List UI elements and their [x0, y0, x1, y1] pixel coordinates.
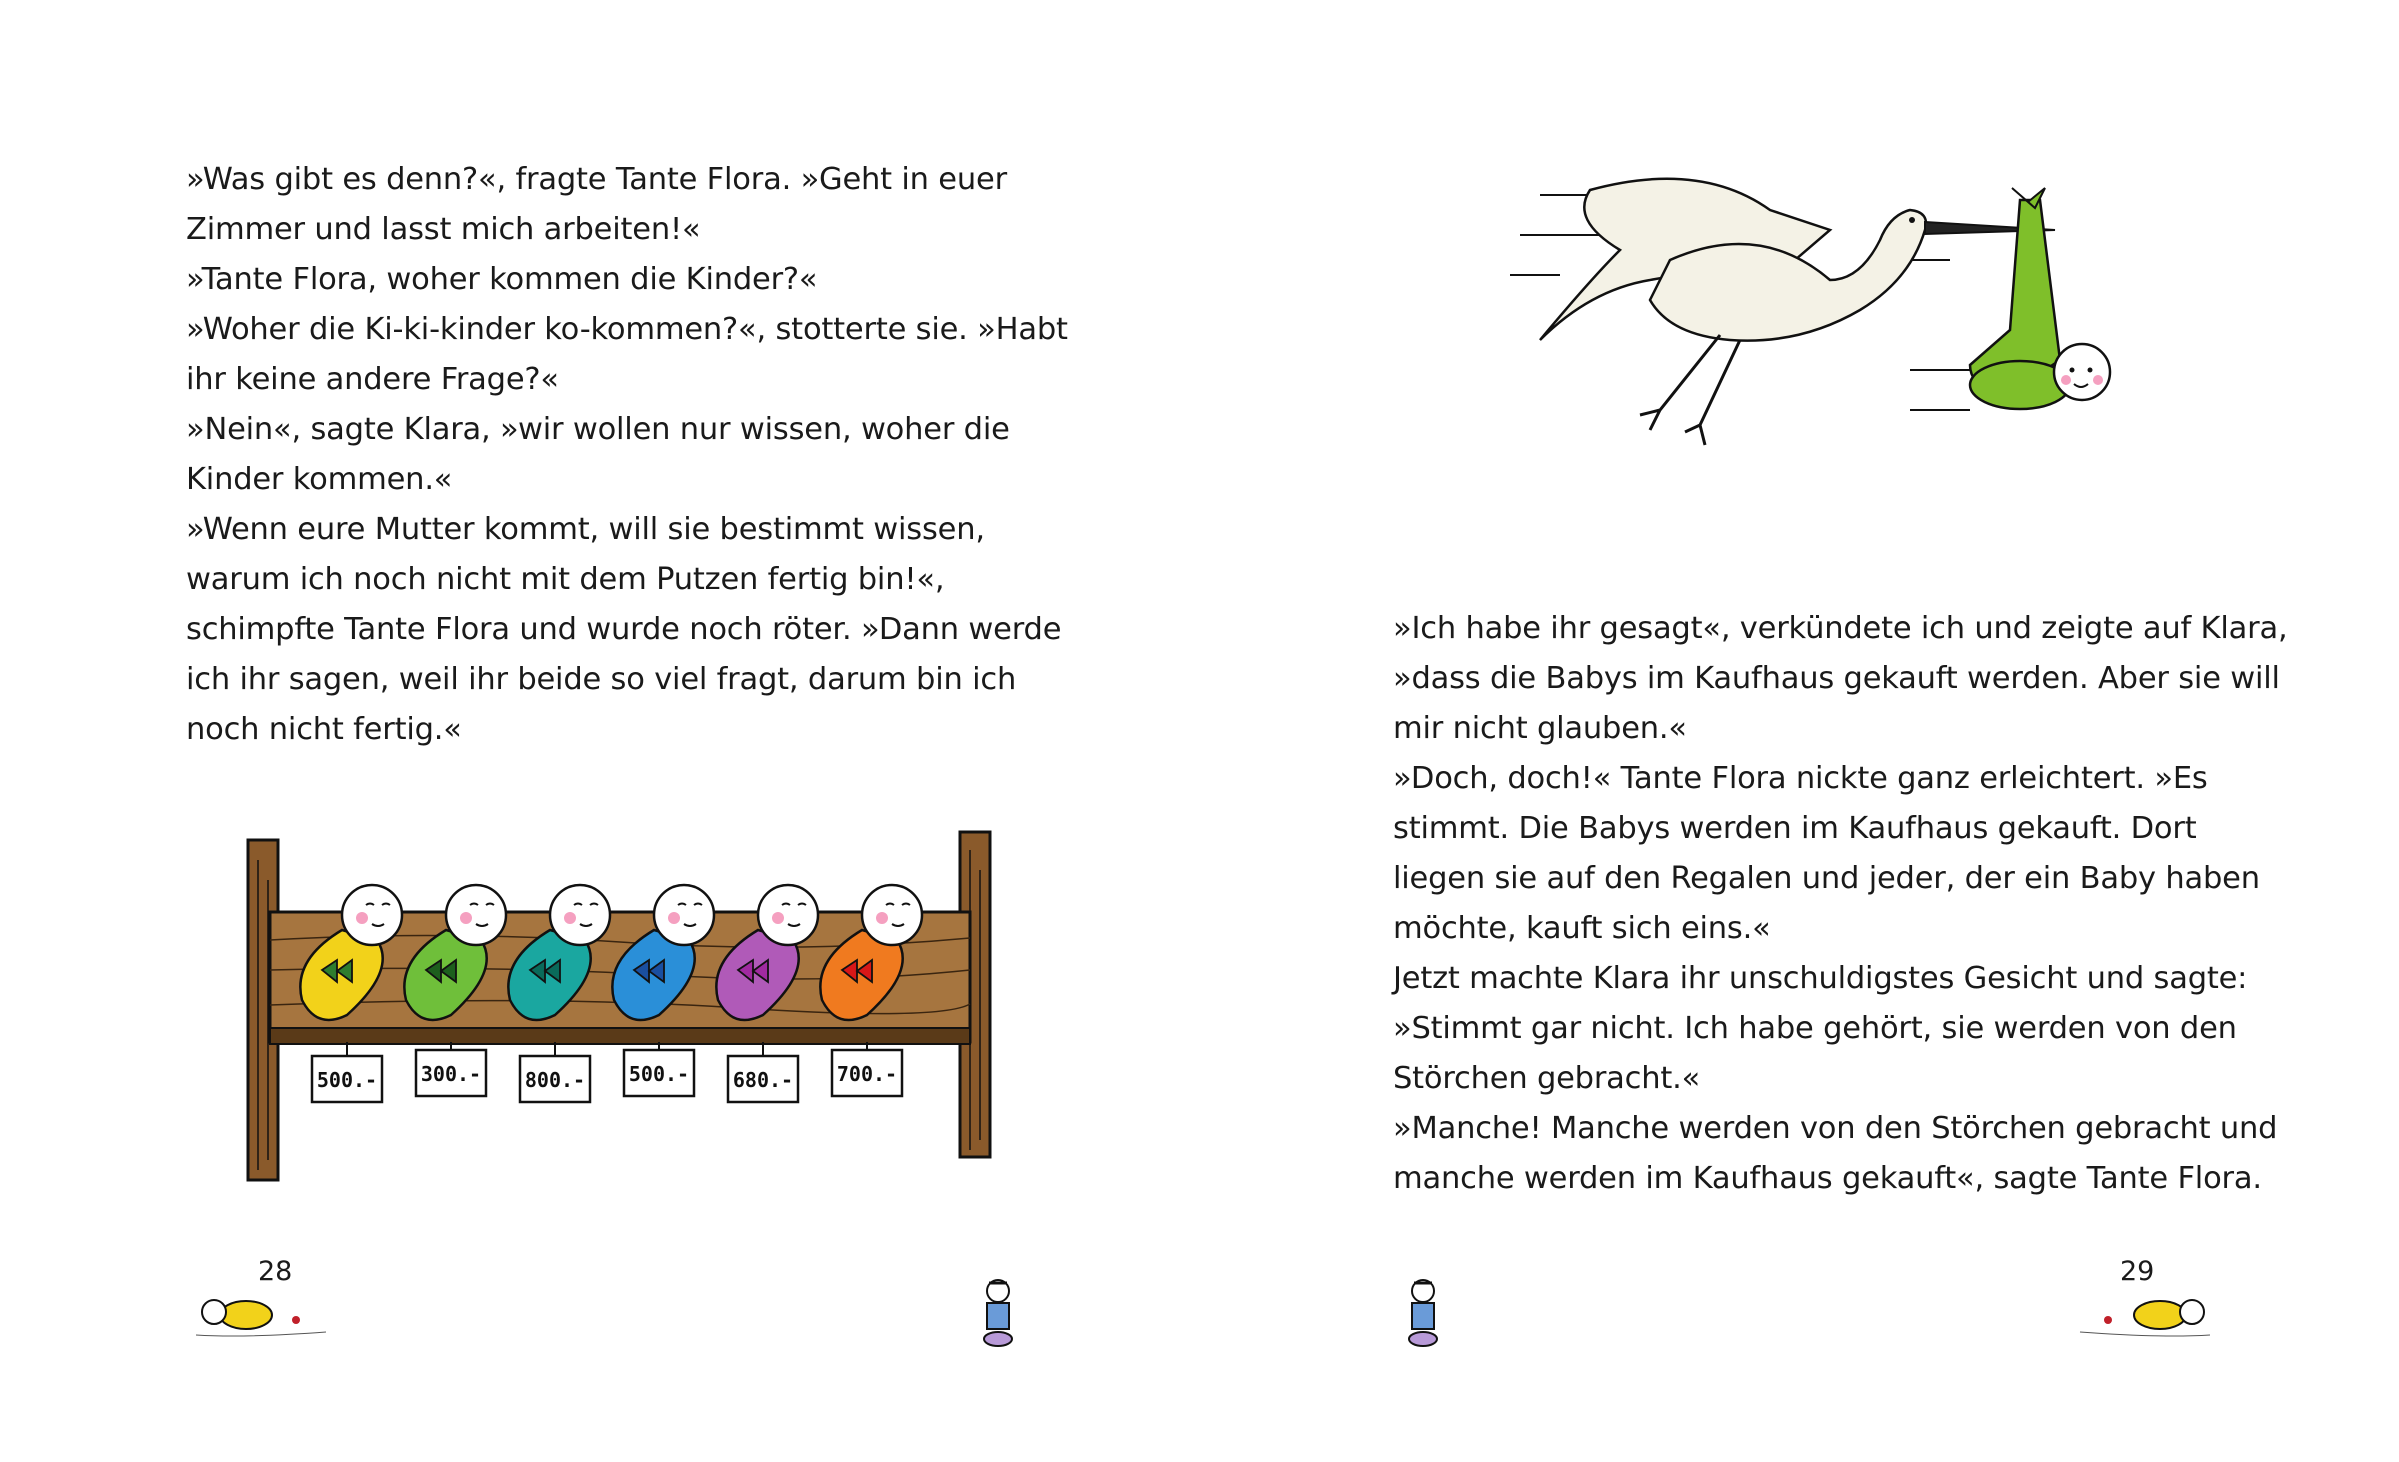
text-line: »Stimmt gar nicht. Ich habe gehört, sie werden von den — [1393, 1011, 2237, 1046]
girl-lying-icon — [186, 1280, 336, 1350]
right-page — [1200, 0, 2399, 1462]
price-tag-label: 300.- — [420, 1062, 482, 1086]
price-tag-label: 500.- — [628, 1062, 690, 1086]
text-line: ihr keine andere Frage?« — [186, 362, 559, 397]
price-tag — [416, 1042, 486, 1096]
text-line: manche werden im Kaufhaus gekauft«, sagte Tante Flora. — [1393, 1161, 2262, 1196]
price-tag — [520, 1042, 590, 1102]
text-line: Jetzt machte Klara ihr unschuldigstes Gesicht und sagte: — [1393, 961, 2248, 996]
text-line: liegen sie auf den Regalen und jeder, der ein Baby haben — [1393, 861, 2260, 896]
text-line: Störchen gebracht.« — [1393, 1061, 1701, 1096]
text-line: Zimmer und lasst mich arbeiten!« — [186, 212, 701, 247]
price-tag-label: 700.- — [836, 1062, 898, 1086]
text-line: »Wenn eure Mutter kommt, will sie bestimmt wissen, — [186, 512, 985, 547]
price-tag — [832, 1042, 902, 1096]
price-tag — [312, 1042, 382, 1102]
left-page-text — [186, 155, 1068, 755]
text-line: schimpfte Tante Flora und wurde noch röter. »Dann werde — [186, 612, 1062, 647]
page-number-left: 28 — [258, 1256, 293, 1287]
text-line: Kinder kommen.« — [186, 462, 453, 497]
text-line: möchte, kauft sich eins.« — [1393, 911, 1771, 946]
child-figure-icon — [975, 1275, 1021, 1355]
text-line: »Ich habe ihr gesagt«, verkündete ich und zeigte auf Klara, — [1393, 611, 2288, 646]
child-figure-icon — [1400, 1275, 1446, 1355]
right-page-text — [1393, 604, 2287, 1204]
price-tag-label: 500.- — [316, 1068, 378, 1092]
text-line: »Nein«, sagte Klara, »wir wollen nur wissen, woher die — [186, 412, 1010, 447]
text-line: »Doch, doch!« Tante Flora nickte ganz erleichtert. »Es — [1393, 761, 2208, 796]
price-tag-label: 680.- — [732, 1068, 794, 1092]
text-line: warum ich noch nicht mit dem Putzen fertig bin!«, — [186, 562, 945, 597]
girl-lying-icon — [2070, 1280, 2220, 1350]
text-line: stimmt. Die Babys werden im Kaufhaus gekauft. Dort — [1393, 811, 2197, 846]
price-tag-label: 800.- — [524, 1068, 586, 1092]
stork-illustration — [1500, 160, 2150, 480]
left-page — [0, 0, 1199, 1462]
text-line: »Was gibt es denn?«, fragte Tante Flora. »Geht in euer — [186, 162, 1007, 197]
text-line: mir nicht glauben.« — [1393, 711, 1687, 746]
text-line: ich ihr sagen, weil ihr beide so viel fragt, darum bin ich — [186, 662, 1017, 697]
text-line: »dass die Babys im Kaufhaus gekauft werden. Aber sie will — [1393, 661, 2280, 696]
page-number-right: 29 — [2120, 1256, 2155, 1287]
baby-shelf-illustration — [240, 820, 1010, 1190]
price-tag — [624, 1042, 694, 1096]
text-line: »Woher die Ki-ki-kinder ko-kommen?«, stotterte sie. »Habt — [186, 312, 1068, 347]
price-tag — [728, 1042, 798, 1102]
text-line: noch nicht fertig.« — [186, 712, 462, 747]
text-line: »Manche! Manche werden von den Störchen gebracht und — [1393, 1111, 2278, 1146]
text-line: »Tante Flora, woher kommen die Kinder?« — [186, 262, 818, 297]
